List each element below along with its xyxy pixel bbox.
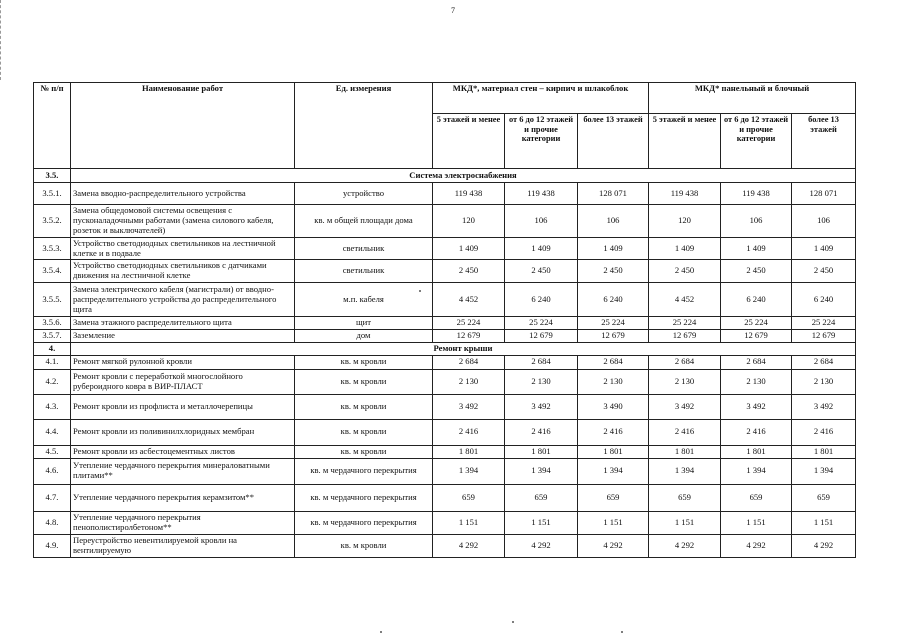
subheader-cell: более 13 этажей [792, 114, 856, 169]
cost-value: 25 224 [721, 317, 792, 330]
cost-value: 12 679 [792, 330, 856, 343]
cost-value: 1 409 [505, 237, 578, 260]
unit-cell: дом [295, 330, 433, 343]
cost-value: 25 224 [792, 317, 856, 330]
cost-value: 2 450 [721, 260, 792, 283]
cost-value: 1 151 [433, 511, 505, 534]
cost-value: 2 684 [578, 355, 649, 369]
cost-value: 659 [649, 484, 721, 511]
table-row [34, 369, 856, 394]
cost-value: 2 416 [721, 419, 792, 445]
cost-value: 2 130 [505, 369, 578, 394]
unit-cell: кв. м кровли [295, 445, 433, 458]
cost-value: 659 [505, 484, 578, 511]
cost-value: 25 224 [505, 317, 578, 330]
cost-value: 1 801 [649, 445, 721, 458]
cost-value: 2 416 [649, 419, 721, 445]
scan-speck [621, 631, 623, 633]
table-row [34, 183, 856, 205]
cost-value: 3 492 [721, 394, 792, 419]
cost-value: 128 071 [792, 183, 856, 205]
cost-value: 1 394 [505, 458, 578, 484]
scan-speck [512, 621, 514, 623]
table-row [34, 205, 856, 238]
cost-value: 2 450 [505, 260, 578, 283]
work-name: Устройство светодиодных светильников на лестничной клетке и в подвале [71, 237, 295, 260]
table-row [34, 237, 856, 260]
unit-cell: кв. м кровли [295, 369, 433, 394]
table-row [34, 511, 856, 534]
cost-value: 2 450 [578, 260, 649, 283]
cost-value: 106 [792, 205, 856, 238]
cost-value: 106 [578, 205, 649, 238]
cost-value: 2 684 [649, 355, 721, 369]
cost-value: 1 151 [505, 511, 578, 534]
cost-value: 3 492 [505, 394, 578, 419]
cost-value: 6 240 [505, 283, 578, 317]
cost-value: 1 409 [433, 237, 505, 260]
table-body [34, 169, 856, 558]
row-number: 4.9. [34, 534, 71, 557]
cost-value: 2 416 [433, 419, 505, 445]
header-name: Наименование работ [71, 83, 295, 169]
cost-value: 2 130 [578, 369, 649, 394]
cost-value: 2 450 [649, 260, 721, 283]
row-number: 4.8. [34, 511, 71, 534]
table-row [34, 330, 856, 343]
cost-value: 1 151 [792, 511, 856, 534]
cost-value: 3 492 [649, 394, 721, 419]
unit-cell: светильник [295, 237, 433, 260]
cost-value: 659 [721, 484, 792, 511]
header-group-panel: МКД* панельный и блочный [649, 83, 856, 114]
cost-value: 2 416 [792, 419, 856, 445]
cost-value: 1 394 [649, 458, 721, 484]
cost-value: 2 416 [505, 419, 578, 445]
table-row [34, 445, 856, 458]
cost-value: 4 292 [649, 534, 721, 557]
table-row [34, 458, 856, 484]
section-number: 3.5. [34, 169, 71, 183]
cost-value: 659 [433, 484, 505, 511]
cost-value: 2 416 [578, 419, 649, 445]
unit-cell: кв. м чердачного перекрытия [295, 458, 433, 484]
cost-value: 128 071 [578, 183, 649, 205]
cost-value: 1 409 [721, 237, 792, 260]
work-name: Утепление чердачного перекрытия керамзитом** [71, 484, 295, 511]
cost-value: 12 679 [578, 330, 649, 343]
cost-value: 1 409 [792, 237, 856, 260]
unit-cell: кв. м кровли [295, 419, 433, 445]
unit-cell: кв. м кровли [295, 394, 433, 419]
work-name: Ремонт кровли из поливинилхлоридных мембран [71, 419, 295, 445]
cost-value: 4 452 [433, 283, 505, 317]
cost-value: 25 224 [578, 317, 649, 330]
row-number: 3.5.1. [34, 183, 71, 205]
cost-value: 4 292 [578, 534, 649, 557]
cost-value: 1 801 [792, 445, 856, 458]
cost-value: 120 [649, 205, 721, 238]
cost-value: 25 224 [433, 317, 505, 330]
row-number: 4.3. [34, 394, 71, 419]
work-name: Устройство светодиодных светильников с датчиками движения на лестничной клетке [71, 260, 295, 283]
cost-value: 2 130 [792, 369, 856, 394]
cost-value: 2 130 [433, 369, 505, 394]
binding-margin-mark [0, 0, 4, 80]
cost-value: 25 224 [649, 317, 721, 330]
cost-value: 106 [721, 205, 792, 238]
section-title: Система электроснабжения [71, 169, 856, 183]
table-row [34, 355, 856, 369]
unit-cell: устройство [295, 183, 433, 205]
cost-value: 2 130 [649, 369, 721, 394]
subheader-cell: более 13 этажей [578, 114, 649, 169]
cost-value: 2 450 [792, 260, 856, 283]
row-number: 3.5.4. [34, 260, 71, 283]
cost-value: 659 [792, 484, 856, 511]
cost-value: 1 394 [792, 458, 856, 484]
subheader-cell: 5 этажей и менее [649, 114, 721, 169]
cost-value: 12 679 [721, 330, 792, 343]
cost-value: 1 409 [578, 237, 649, 260]
cost-value: 2 684 [505, 355, 578, 369]
subheader-cell: 5 этажей и менее [433, 114, 505, 169]
work-name: Замена вводно-распределительного устройства [71, 183, 295, 205]
cost-value: 106 [505, 205, 578, 238]
cost-value: 1 394 [578, 458, 649, 484]
cost-value: 2 130 [721, 369, 792, 394]
unit-cell: кв. м общей площади дома [295, 205, 433, 238]
unit-cell: м.п. кабеля [295, 283, 433, 317]
cost-value: 4 292 [505, 534, 578, 557]
cost-value: 12 679 [505, 330, 578, 343]
cost-value: 1 151 [721, 511, 792, 534]
row-number: 4.1. [34, 355, 71, 369]
unit-cell: кв. м кровли [295, 355, 433, 369]
cost-value: 2 684 [433, 355, 505, 369]
cost-value: 4 292 [792, 534, 856, 557]
table-row [34, 419, 856, 445]
cost-value: 4 292 [433, 534, 505, 557]
cost-value: 1 801 [578, 445, 649, 458]
header-num: № п/п [34, 83, 71, 169]
unit-cell: кв. м кровли [295, 534, 433, 557]
scan-speck [380, 631, 382, 633]
row-number: 3.5.5. [34, 283, 71, 317]
cost-value: 2 450 [433, 260, 505, 283]
row-number: 3.5.6. [34, 317, 71, 330]
row-number: 4.6. [34, 458, 71, 484]
unit-cell: щит [295, 317, 433, 330]
work-name: Ремонт кровли из профлиста и металлочерепицы [71, 394, 295, 419]
table-row [34, 534, 856, 557]
cost-table [33, 82, 856, 558]
subheader-cell: от 6 до 12 этажей и прочие категории [505, 114, 578, 169]
cost-value: 1 151 [578, 511, 649, 534]
section-row [34, 342, 856, 355]
unit-cell: светильник [295, 260, 433, 283]
row-number: 3.5.3. [34, 237, 71, 260]
row-number: 3.5.7. [34, 330, 71, 343]
cost-value: 4 452 [649, 283, 721, 317]
cost-value: 1 801 [505, 445, 578, 458]
section-title: Ремонт крыши [71, 342, 856, 355]
cost-value: 3 492 [433, 394, 505, 419]
row-number: 4.7. [34, 484, 71, 511]
cost-value: 2 684 [721, 355, 792, 369]
section-number: 4. [34, 342, 71, 355]
table-row [34, 484, 856, 511]
table-row [34, 317, 856, 330]
cost-value: 1 151 [649, 511, 721, 534]
cost-value: 1 394 [433, 458, 505, 484]
unit-cell: кв. м чердачного перекрытия [295, 511, 433, 534]
work-name: Утепление чердачного перекрытия пенополистиролбетоном** [71, 511, 295, 534]
cost-value: 120 [433, 205, 505, 238]
header-unit: Ед. измерения [295, 83, 433, 169]
cost-value: 6 240 [578, 283, 649, 317]
work-name: Ремонт мягкой рулонной кровли [71, 355, 295, 369]
work-name: Замена этажного распределительного щита [71, 317, 295, 330]
cost-value: 119 438 [649, 183, 721, 205]
cost-value: 119 438 [505, 183, 578, 205]
cost-value: 1 801 [433, 445, 505, 458]
row-number: 4.4. [34, 419, 71, 445]
work-name: Переустройство невентилируемой кровли на вентилируемую [71, 534, 295, 557]
cost-value: 119 438 [433, 183, 505, 205]
page-number: 7 [451, 6, 455, 15]
work-name: Заземление [71, 330, 295, 343]
cost-value: 4 292 [721, 534, 792, 557]
work-name: Ремонт кровли из асбестоцементных листов [71, 445, 295, 458]
table-row [34, 260, 856, 283]
cost-value: 2 684 [792, 355, 856, 369]
table-row [34, 283, 856, 317]
work-name: Замена электрического кабеля (магистрали) от вводно-распределительного устройства до распределительного щита [71, 283, 295, 317]
scan-speck [419, 290, 421, 292]
cost-value: 659 [578, 484, 649, 511]
cost-value: 1 394 [721, 458, 792, 484]
row-number: 4.5. [34, 445, 71, 458]
row-number: 4.2. [34, 369, 71, 394]
cost-value: 1 801 [721, 445, 792, 458]
cost-value: 12 679 [433, 330, 505, 343]
unit-cell: кв. м чердачного перекрытия [295, 484, 433, 511]
cost-value: 119 438 [721, 183, 792, 205]
work-name: Ремонт кровли с переработкой многослойного рубероидного ковра в ВИР-ПЛАСТ [71, 369, 295, 394]
section-row [34, 169, 856, 183]
header-group-brick: МКД*, материал стен – кирпич и шлакоблок [433, 83, 649, 114]
cost-value: 1 409 [649, 237, 721, 260]
cost-value: 3 490 [578, 394, 649, 419]
cost-value: 6 240 [792, 283, 856, 317]
cost-value: 12 679 [649, 330, 721, 343]
subheader-cell: от 6 до 12 этажей и прочие категории [721, 114, 792, 169]
cost-value: 6 240 [721, 283, 792, 317]
table-row [34, 394, 856, 419]
work-name: Замена общедомовой системы освещения с пусконаладочными работами (замена силового кабеля, розеток и выключателей) [71, 205, 295, 238]
work-name: Утепление чердачного перекрытия минераловатными плитами** [71, 458, 295, 484]
row-number: 3.5.2. [34, 205, 71, 238]
cost-value: 3 492 [792, 394, 856, 419]
